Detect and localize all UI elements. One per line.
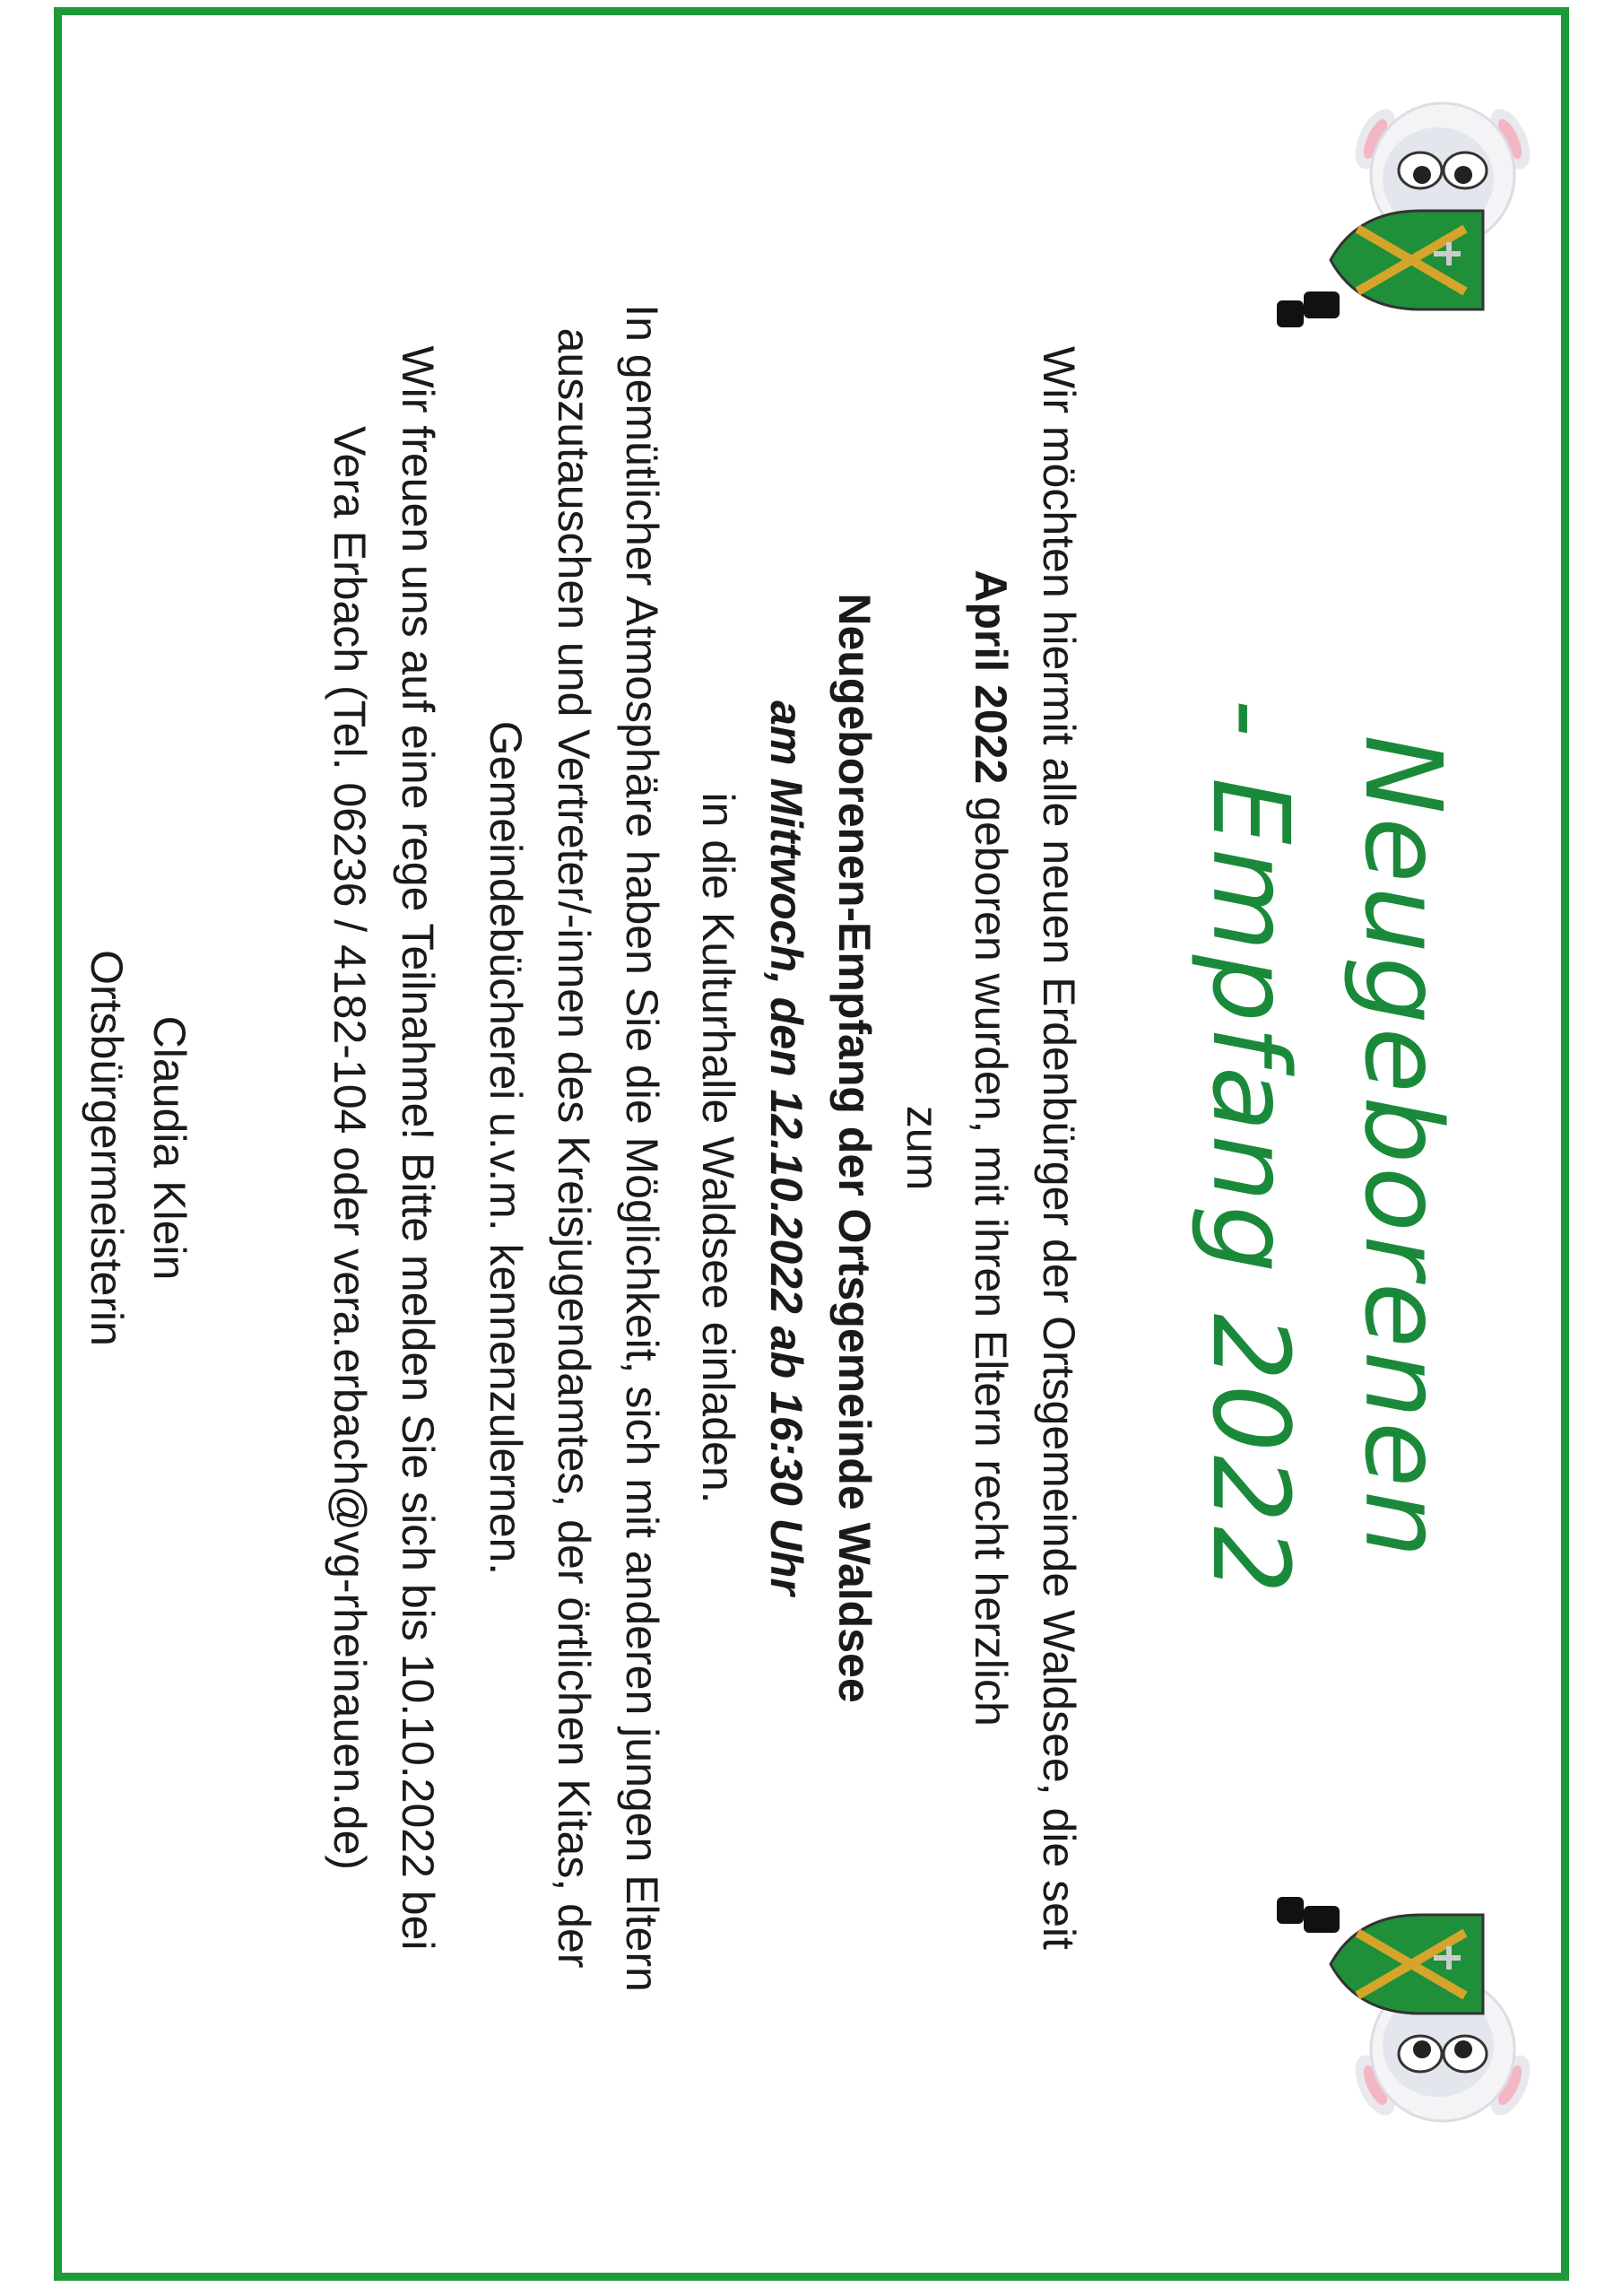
event-date-b: , den 12.10.2022 ab 16:30 Uhr: [761, 971, 811, 1596]
title-line-2: - Empfang 2022: [1189, 699, 1313, 1597]
event-location: in die Kulturhalle Waldsee einladen.: [693, 792, 743, 1504]
signature-role: Ortsbürgermeisterin: [82, 950, 132, 1346]
intro-date-bold: April 2022: [966, 570, 1016, 785]
intro-line-1: Wir möchten hiermit alle neuen Erdenbürger der Ortsgemeinde Waldsee, die seit: [1034, 346, 1084, 1950]
rsvp-paragraph: [316, 184, 452, 2112]
info-line-3: Gemeindebücherei u.v.m. kennenzulernen.: [481, 720, 531, 1576]
intro-line-2-rest: geboren wurden, mit ihren Eltern recht herzlich: [966, 784, 1016, 1726]
event-date: [752, 184, 820, 2112]
event-day: Mittwoch: [761, 778, 811, 972]
rsvp-line-1: Wir freuen uns auf eine rege Teilnahme! Bitte melden Sie sich bis 10.10.2022 bei: [393, 345, 443, 1951]
signature-name: Claudia Klein: [144, 1015, 195, 1281]
signature: [75, 22, 201, 2274]
intro-paragraph: [684, 184, 1093, 2112]
event-title: Neugeborenen-Empfang der Ortsgemeinde Waldsee: [829, 593, 880, 1703]
title-line-1: Neugeborenen: [1341, 735, 1465, 1561]
intro-line-2: [957, 184, 1025, 2112]
rsvp-line-2: Vera Erbach (Tel. 06236 / 4182-104 oder vera.erbach@vg-rheinauen.de): [325, 425, 375, 1871]
event-date-a: am: [761, 700, 811, 778]
info-line-2: auszutauschen und Vertreter/-innen des Kreisjugendamtes, der örtlichen Kitas, der: [549, 327, 599, 1969]
intro-line-3: zum: [898, 1105, 948, 1191]
info-line-1: In gemütlicher Atmosphäre haben Sie die Möglichkeit, sich mit anderen jungen Eltern: [617, 304, 667, 1992]
rotated-content: [53, 22, 1609, 2274]
info-paragraph: [472, 184, 676, 2112]
